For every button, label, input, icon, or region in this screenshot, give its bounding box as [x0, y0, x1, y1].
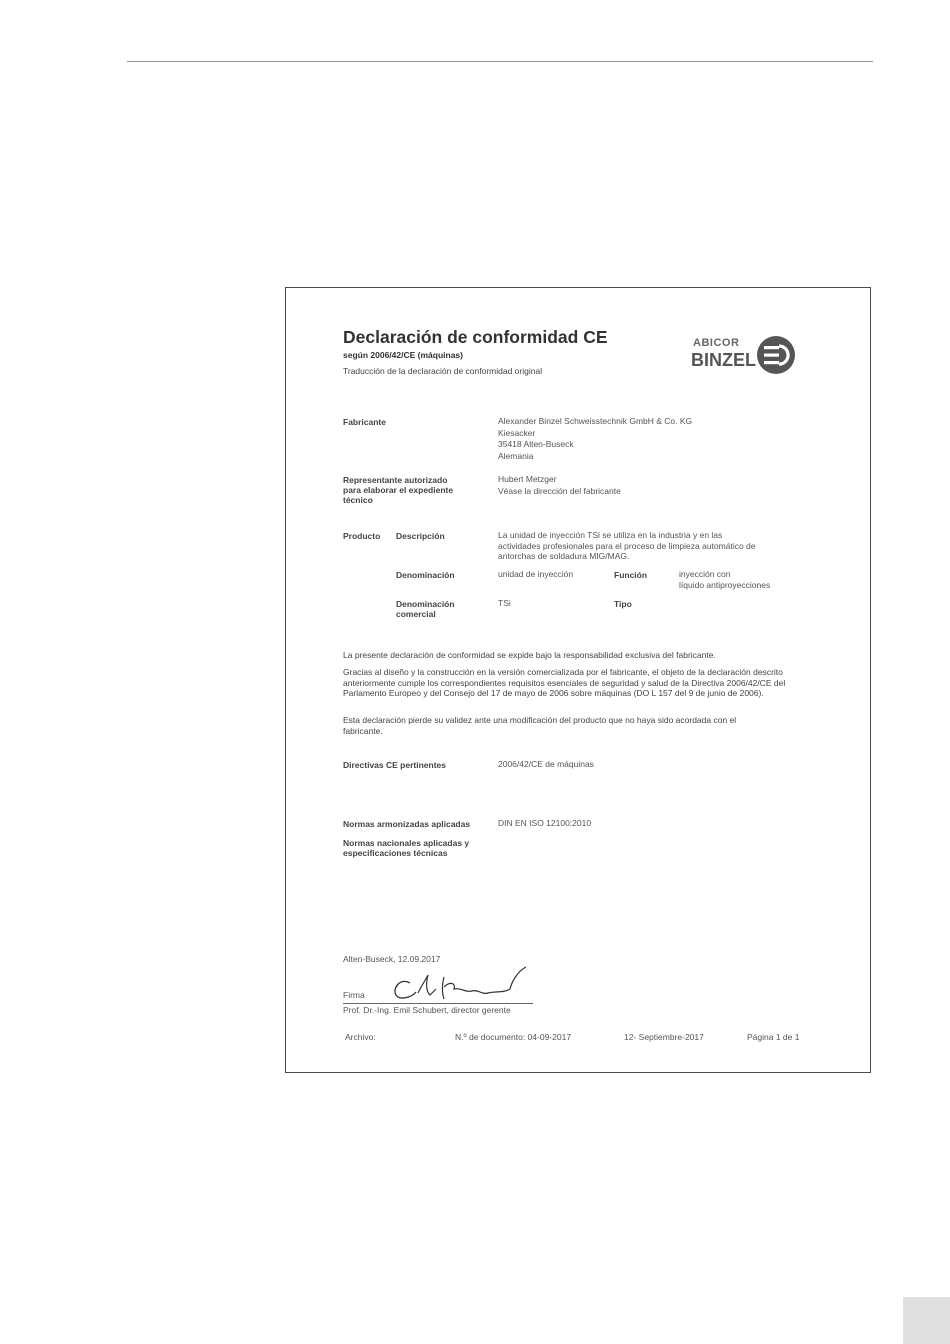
description-label: Descripción [396, 531, 445, 541]
header-rule [127, 61, 873, 62]
compliance-paragraph: Gracias al diseño y la construcción en la versión comercializada por el fabricante, el objeto de la declaración descrito anteriormente cumple los correspondientes requisitos esenciales de seguridad y salud de la Directiva 2006/42/CE del Parlamento Europeo y del Consejo del 17 de mayo de 2006 sobre máquinas (DO L 157 del 9 de junio de 2006). [343, 667, 786, 698]
product-label: Producto [343, 531, 381, 541]
product-description: La unidad de inyección TSi se utiliza en la industria y en las actividades profesionales para el proceso de limpieza automático de antorchas de soldadura MIG/MAG. [498, 530, 756, 561]
svg-text:ABICOR: ABICOR [693, 337, 740, 349]
manufacturer-line: Alexander Binzel Schweisstechnik GmbH & Co. KG [498, 416, 693, 426]
harmonized-standards-value: DIN EN ISO 12100:2010 [498, 818, 592, 828]
signatory-name: Prof. Dr.-Ing. Emil Schubert, director gerente [343, 1005, 511, 1015]
abicor-binzel-logo [690, 331, 800, 377]
document-number: N.º de documento: 04-09-2017 [455, 1032, 572, 1042]
manufacturer-label: Fabricante [343, 417, 386, 427]
declaration-document [285, 287, 871, 1073]
trade-name-label: Denominación comercial [396, 599, 455, 619]
document-title: Declaración de conformidad CE [343, 327, 608, 347]
denomination-label: Denominación [396, 570, 455, 580]
handwritten-signature [386, 963, 536, 1005]
directives-value: 2006/42/CE de máquinas [498, 759, 594, 769]
directives-label: Directivas CE pertinentes [343, 760, 446, 770]
manufacturer-address [498, 416, 692, 462]
document-subtitle: según 2006/42/CE (máquinas) [343, 350, 463, 360]
signature-line [343, 1003, 533, 1004]
manufacturer-line: 35418 Alten-Buseck [498, 439, 574, 449]
denomination-value: unidad de inyección [498, 569, 574, 579]
footer-date: 12- Septiembre-2017 [624, 1032, 704, 1042]
translation-note: Traducción de la declaración de conformidad original [343, 366, 543, 376]
representative-label: Representante autorizado para elaborar el expediente técnico [343, 475, 454, 505]
responsibility-paragraph: La presente declaración de conformidad se expide bajo la responsabilidad exclusiva del fabricante. [343, 650, 716, 660]
signature-label: Firma [343, 990, 365, 1000]
harmonized-standards-label: Normas armonizadas aplicadas [343, 819, 471, 829]
national-standards-label: Normas nacionales aplicadas y especificaciones técnicas [343, 838, 470, 858]
page-number: Página 1 de 1 [747, 1032, 800, 1042]
representative-details: Hubert Metzger Véase la dirección del fabricante [498, 474, 621, 496]
svg-text:BINZEL: BINZEL [691, 350, 756, 370]
manufacturer-line: Kiesacker [498, 427, 536, 438]
validity-paragraph: Esta declaración pierde su validez ante una modificación del producto que no haya sido acordada con el fabricante. [343, 715, 737, 736]
place-date: Alten-Buseck, 12.09.2017 [343, 954, 441, 964]
manufacturer-line: Alemania [498, 450, 534, 461]
function-label: Función [614, 570, 648, 580]
page-edge-tab [903, 1297, 950, 1344]
type-label: Tipo [614, 599, 632, 609]
trade-name-value: TSi [498, 598, 511, 608]
archive-label: Archivo: [345, 1032, 376, 1042]
function-value: inyección con líquido antiproyecciones [679, 569, 771, 590]
